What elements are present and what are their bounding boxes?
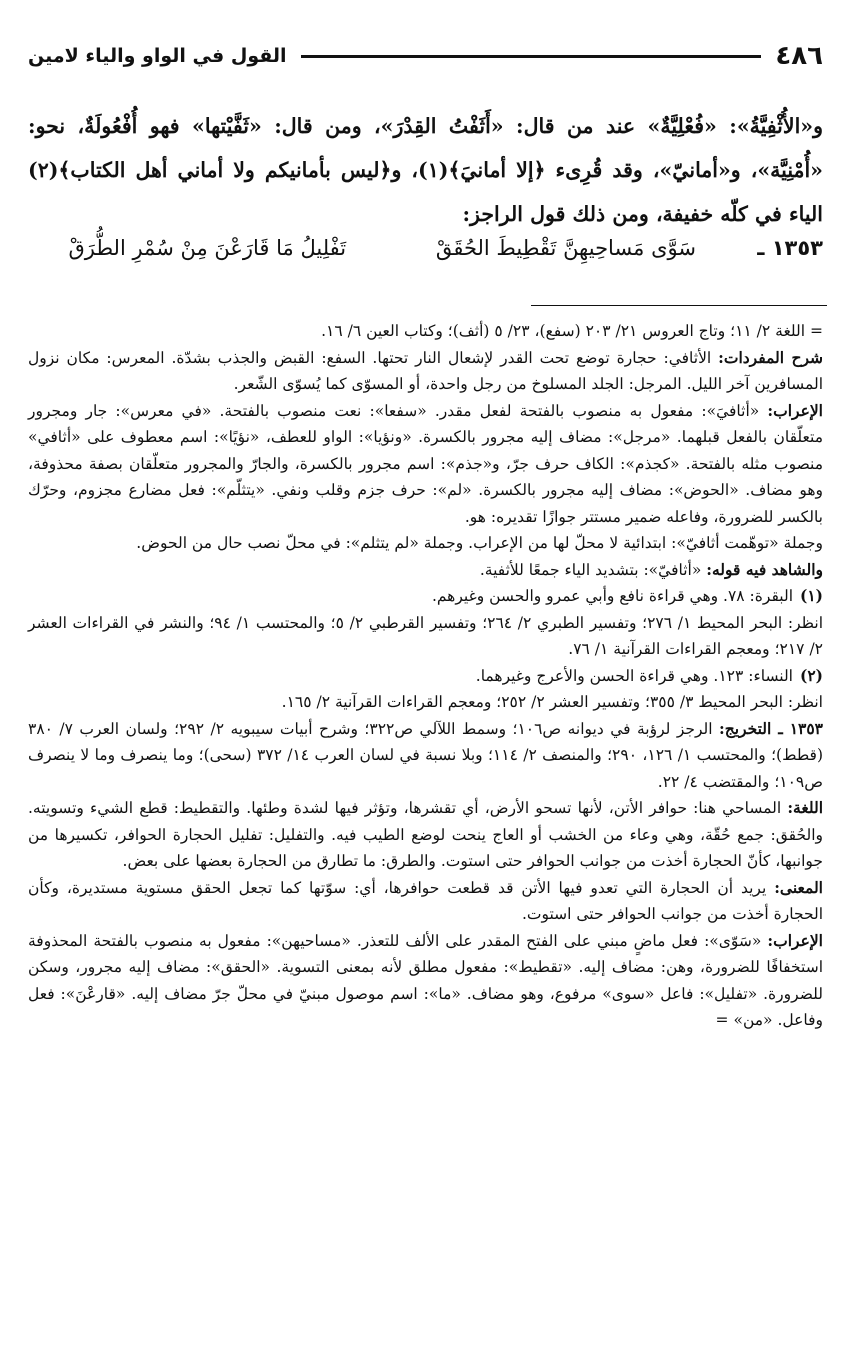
footnote-takhrij — [28, 716, 823, 796]
footnote-meaning — [28, 875, 823, 928]
footnote-text: المساحي هنا: حوافر الأتن، لأنها تسحو الأرض، أي تقشرها، وتؤثر فيها لشدة وطئها. والتقطيط: قطع الشيء وتسويته. والحُقق: جمع حُقّة، وهي وعاء من الخشب أو العاج ينحت لوضع الطيب فيه. والتفليل: تفليل الحجارة الحوافر، تكسيرها من جوانبها، كأنّ الحجارة أخذت من جوانب الحوافر حتى استوت. والطرق: ما تطارق من الحجارة بعضها على بعض. — [28, 799, 823, 870]
footnote-label: والشاهد فيه قوله: — [706, 559, 823, 579]
footnote-text: «سَوّى»: فعل ماضٍ مبني على الفتح المقدر على الألف للتعذر. «مساحيهن»: مفعول به منصوب بالفتحة المحذوفة استخفافًا للضرورة، وهن: مضاف إليه. «تقطيط»: مفعول مطلق لأنه بمعنى التسوية. «الحقق»: مضاف إليه مجرور، وسكن للضرورة. «تفليل»: فاعل «سوى» مرفوع، وهو مضاف. «ما»: اسم موصول مبنيّ في محلّ جرّ مضاف إليه. «قارعْنَ»: فعل وفاعل. «من» = — [28, 931, 823, 1029]
footnote-separator — [531, 305, 827, 306]
footnote-text: انظر: البحر المحيط ١/ ٢٧٦؛ وتفسير الطبري ٢/ ٢٦٤؛ وتفسير القرطبي ٢/ ٥؛ والمحتسب ١/ ٩٤؛ والنشر في القراءات العشر ٢/ ٢١٧؛ ومعجم القراءات القرآنية ١/ ٧٦. — [28, 613, 824, 658]
footnote-text: يريد أن الحجارة التي تعدو فيها الأتن قد قطعت حوافرها، أي: سوّتها كما تجعل الحقق مستوية مستديرة، وكأن الحجارة أخذت من جوانب الحوافر حتى استوت. — [28, 878, 823, 923]
footnote-label: اللغة: — [787, 798, 823, 817]
footnote-label: الإعراب: — [767, 400, 823, 420]
footnote-sentences — [28, 530, 823, 557]
footnote-text: وجملة «توهّمت أثافيّ»: ابتدائية لا محلّ لها من الإعراب. وجملة «لم يتثلم»: في محلّ نصب حال من الحوض. — [136, 534, 823, 552]
footnote-label: شرح المفردات: — [718, 347, 823, 367]
footnote-label: المعنى: — [774, 877, 823, 897]
footnote-label: الإعراب: — [767, 930, 823, 950]
footnote-verse-parsing — [28, 928, 823, 1034]
verse-hemistich-first: سَوَّى مَساحِيهِنَّ تَقْطِيطَ الحُقَقْ — [435, 236, 696, 260]
footnote-parsing — [28, 398, 823, 531]
footnote-continuation — [28, 318, 823, 345]
footnote-label: (٢) — [799, 665, 823, 685]
footnote-1-refs — [28, 610, 823, 663]
main-text-block — [28, 104, 823, 236]
footnote-text: انظر: البحر المحيط ٣/ ٣٥٥؛ وتفسير العشر ٢/ ٢٥٢؛ ومعجم القراءات القرآنية ٢/ ١٦٥. — [281, 693, 823, 711]
footnote-label: ١٣٥٣ ـ التخريج: — [719, 718, 823, 738]
footnote-text: النساء: ١٢٣. وهي قراءة الحسن والأعرج وغيرهما. — [475, 666, 793, 685]
footnote-language — [28, 795, 823, 875]
footnote-text: الأثافي: حجارة توضع تحت القدر لإشعال النار تحتها. السفع: القبض والجذب بشدّة. المعرس: مكان نزول المسافرين آخر الليل. المرجل: الجلد المسلوخ من رجل واحدة، أو المسوّى كما يُسوّى الشّعر. — [28, 348, 823, 393]
footnote-text: البقرة: ٧٨. وهي قراءة نافع وأبي عمرو والحسن وغيرهم. — [431, 587, 793, 605]
verse-line — [28, 228, 823, 268]
footnote-2-refs — [28, 689, 823, 716]
running-title: القول في الواو والياء لامين — [28, 45, 287, 67]
footnote-evidence — [28, 557, 823, 584]
footnote-1 — [28, 583, 823, 610]
verse-number: ١٣٥٣ ـ — [757, 236, 823, 260]
footnote-label: (١) — [799, 586, 823, 605]
footnote-text: «أثافيّ»: بتشديد الياء جمعًا للأثفية. — [479, 560, 702, 579]
page-number: ٤٨٦ — [775, 41, 823, 71]
footnote-2 — [28, 663, 823, 690]
main-paragraph: و«الأُثْفِيَّةُ»: «فُعْلِيَّةٌ» عند من قال: «أَثَفْتُ القِدْرَ»، ومن قال: «ثَفَّيْتها» فهو أُفْعُولَةٌ، نحو: «أُمْنِيَّة»، و«أمانيّ»، وقد قُرِىء ﴿إلا أمانيَ﴾(١)، و﴿ليس بأمانيكم ولا أماني أهل الكتاب﴾(٢) الياء في كلّه خفيفة، ومن ذلك قول الراجز: — [28, 114, 823, 226]
footnote-text: الرجز لرؤبة في ديوانه ص١٠٦؛ وسمط اللآلي ص٣٢٢؛ وشرح أبيات سيبويه ٢/ ٢٩٢؛ ولسان العرب ٧/ ٣٨٠ (قطط)؛ والمحتسب ١/ ١٢٦، ٢٩٠؛ والمنصف ٢/ ١١٤؛ وبلا نسبة في لسان العرب ١٤/ ٣٧٢ (سحى)؛ وما ينصرف وما لا ينصرف ص١٠٩؛ والمقتضب ٤/ ٢٢. — [28, 719, 823, 791]
page-header — [28, 36, 823, 76]
footnotes-block — [28, 318, 823, 1034]
footnote-text: «أثافيَ»: مفعول به منصوب بالفتحة لفعل مقدر. «سفعا»: نعت منصوب بالفتحة. «في معرس»: جار ومجرور متعلّقان بالفعل قبلهما. «مرجل»: مضاف إليه مجرور بالكسرة. «ونؤيا»: الواو للعطف، «نؤيًا»: اسم معطوف على «أثافي» منصوب مثله بالفتحة. «كجذم»: الكاف حرف جرّ، و«جذم»: اسم مجرور بالكسرة، والجارّ والمجرور متعلّقان بصفة محذوفة، وهو مضاف. «الحوض»: مضاف إليه مجرور بالكسرة. «لم»: حرف جزم وقلب ونفي. «يتثلّم»: فعل مضارع مجزوم، وحرّك بالكسر للضرورة، وفاعله ضمير مستتر جوازًا تقديره: هو. — [28, 401, 823, 526]
header-rule — [301, 55, 762, 58]
footnote-text: = اللغة ٢/ ١١؛ وتاج العروس ٢١/ ٢٠٣ (سفع)، ٢٣/ ٥ (أثف)؛ وكتاب العين ٦/ ١٦. — [321, 322, 823, 340]
verse-hemistich-second: تَفْلِيلُ مَا قَارَعْنَ مِنْ سُمْرِ الطُّرَقْ — [68, 236, 347, 260]
footnote-vocabulary — [28, 345, 823, 398]
